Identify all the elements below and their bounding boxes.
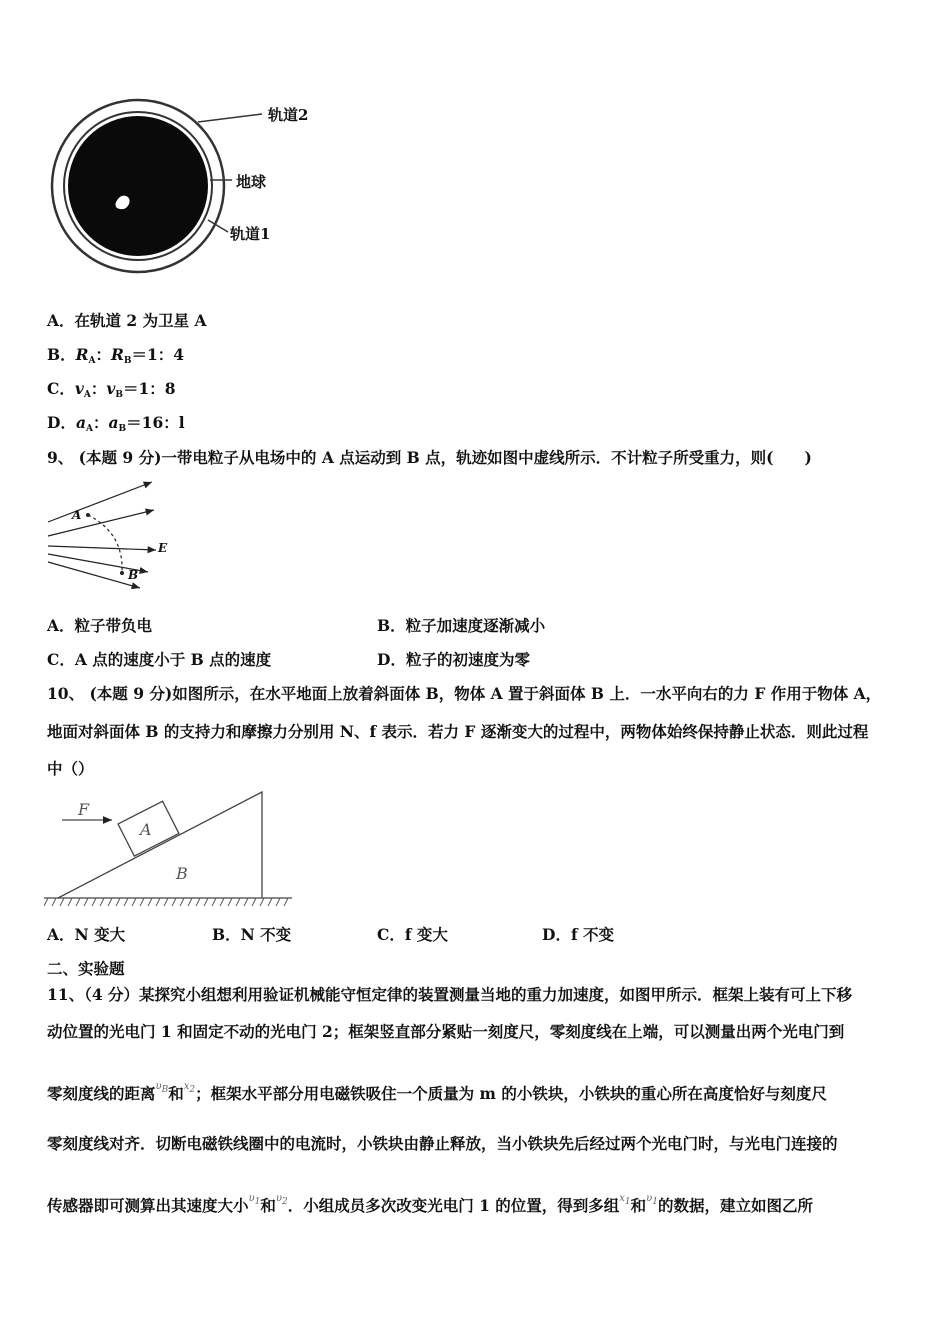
q10-option-a: A．N 变大 — [47, 925, 126, 944]
q10-option-c: C．f 变大 — [377, 925, 448, 944]
q10-stem-line2: 地面对斜面体 B 的支持力和摩擦力分别用 N、f 表示．若力 F 逐渐变大的过程中，两物体始终保持静止状态．则此过程 — [47, 722, 869, 741]
q9-option-a: A．粒子带负电 — [47, 616, 153, 635]
field-line-1 — [48, 482, 152, 522]
ground-hatch — [44, 898, 288, 906]
q10-option-b: B．N 不变 — [212, 925, 292, 944]
incline-figure — [44, 788, 294, 910]
field-line-3 — [48, 546, 156, 550]
orbit-figure — [40, 92, 340, 287]
symbol-x1: x1 — [619, 1193, 631, 1207]
q9-option-b: B．粒子加速度逐渐减小 — [377, 616, 546, 635]
orbit-1-label: 轨道1 — [230, 225, 271, 243]
earth-label: 地球 — [236, 173, 267, 191]
q8-option-d: D．$a_A$：$a_B=16$：l — [47, 413, 185, 434]
fig-label-e: E — [158, 541, 168, 555]
fig-label-b: B — [128, 568, 139, 582]
point-b — [120, 571, 124, 575]
point-a — [86, 513, 90, 517]
q9-stem: 9、 (本题 9 分)一带电粒子从电场中的 A 点运动到 B 点，轨迹如图中虚线所示．不计粒子所受重力，则( ) — [47, 448, 812, 467]
fig-label-incline-b: B — [176, 864, 188, 883]
section-2-title: 二、实验题 — [47, 959, 125, 978]
q9-option-c: C．A 点的速度小于 B 点的速度 — [47, 650, 272, 669]
symbol-v2: υ2 — [275, 1193, 288, 1207]
symbol-v1: υ1 — [248, 1193, 261, 1207]
orbit-2-label: 轨道2 — [268, 106, 309, 124]
field-line-5 — [48, 562, 140, 588]
electric-field-figure — [44, 478, 184, 590]
q11-line3: 零刻度线的距离$^{\upsilon_B}$和$^{x_2}$；框架水平部分用电磁铁吸住一个质量为 m 的小铁块，小铁块的重心所在高度恰好与刻度尺 — [47, 1081, 827, 1103]
fig-label-a: A — [72, 508, 82, 522]
fig-label-f: F — [78, 800, 90, 819]
q11-line5: 传感器即可测算出其速度大小$^{\upsilon_1}$和$^{\upsilon_2}$．小组成员多次改变光电门 1 的位置，得到多组$^{x_1}$和$^{\upsilon_1}$的数据，建立如图乙所 — [47, 1193, 814, 1215]
q8-option-c: C．$v_A$：$v_B=1$：8 — [47, 379, 176, 400]
symbol-v1-b: υ1 — [646, 1193, 658, 1207]
field-line-2 — [48, 510, 154, 536]
q10-option-d: D．f 不变 — [542, 925, 615, 944]
symbol-x2: x2 — [183, 1081, 196, 1095]
q10-stem-line1: 10、 (本题 9 分)如图所示，在水平地面上放着斜面体 B，物体 A 置于斜面体 B 上．一水平向右的力 F 作用于物体 A， — [47, 684, 882, 703]
q11-line2: 动位置的光电门 1 和固定不动的光电门 2；框架竖直部分紧贴一刻度尺，零刻度线在上端，可以测量出两个光电门到 — [47, 1022, 845, 1041]
earth-disc — [68, 116, 208, 256]
q8-option-b: B．$R_A$：$R_B=1$：4 — [47, 345, 185, 366]
q11-line4: 零刻度线对齐．切断电磁铁线圈中的电流时，小铁块由静止释放，当小铁块先后经过两个光电门时，与光电门连接的 — [47, 1134, 838, 1153]
q11-line1: 11、（4 分）某探究小组想利用验证机械能守恒定律的装置测量当地的重力加速度，如图甲所示．框架上装有可上下移 — [47, 985, 853, 1004]
q10-stem-line3: 中（） — [47, 759, 94, 778]
q8-option-a: A．在轨道 2 为卫星 A — [47, 311, 207, 330]
q9-option-d: D．粒子的初速度为零 — [377, 650, 530, 669]
symbol-vb: υB — [155, 1081, 169, 1095]
fig-label-block-a: A — [140, 820, 152, 839]
